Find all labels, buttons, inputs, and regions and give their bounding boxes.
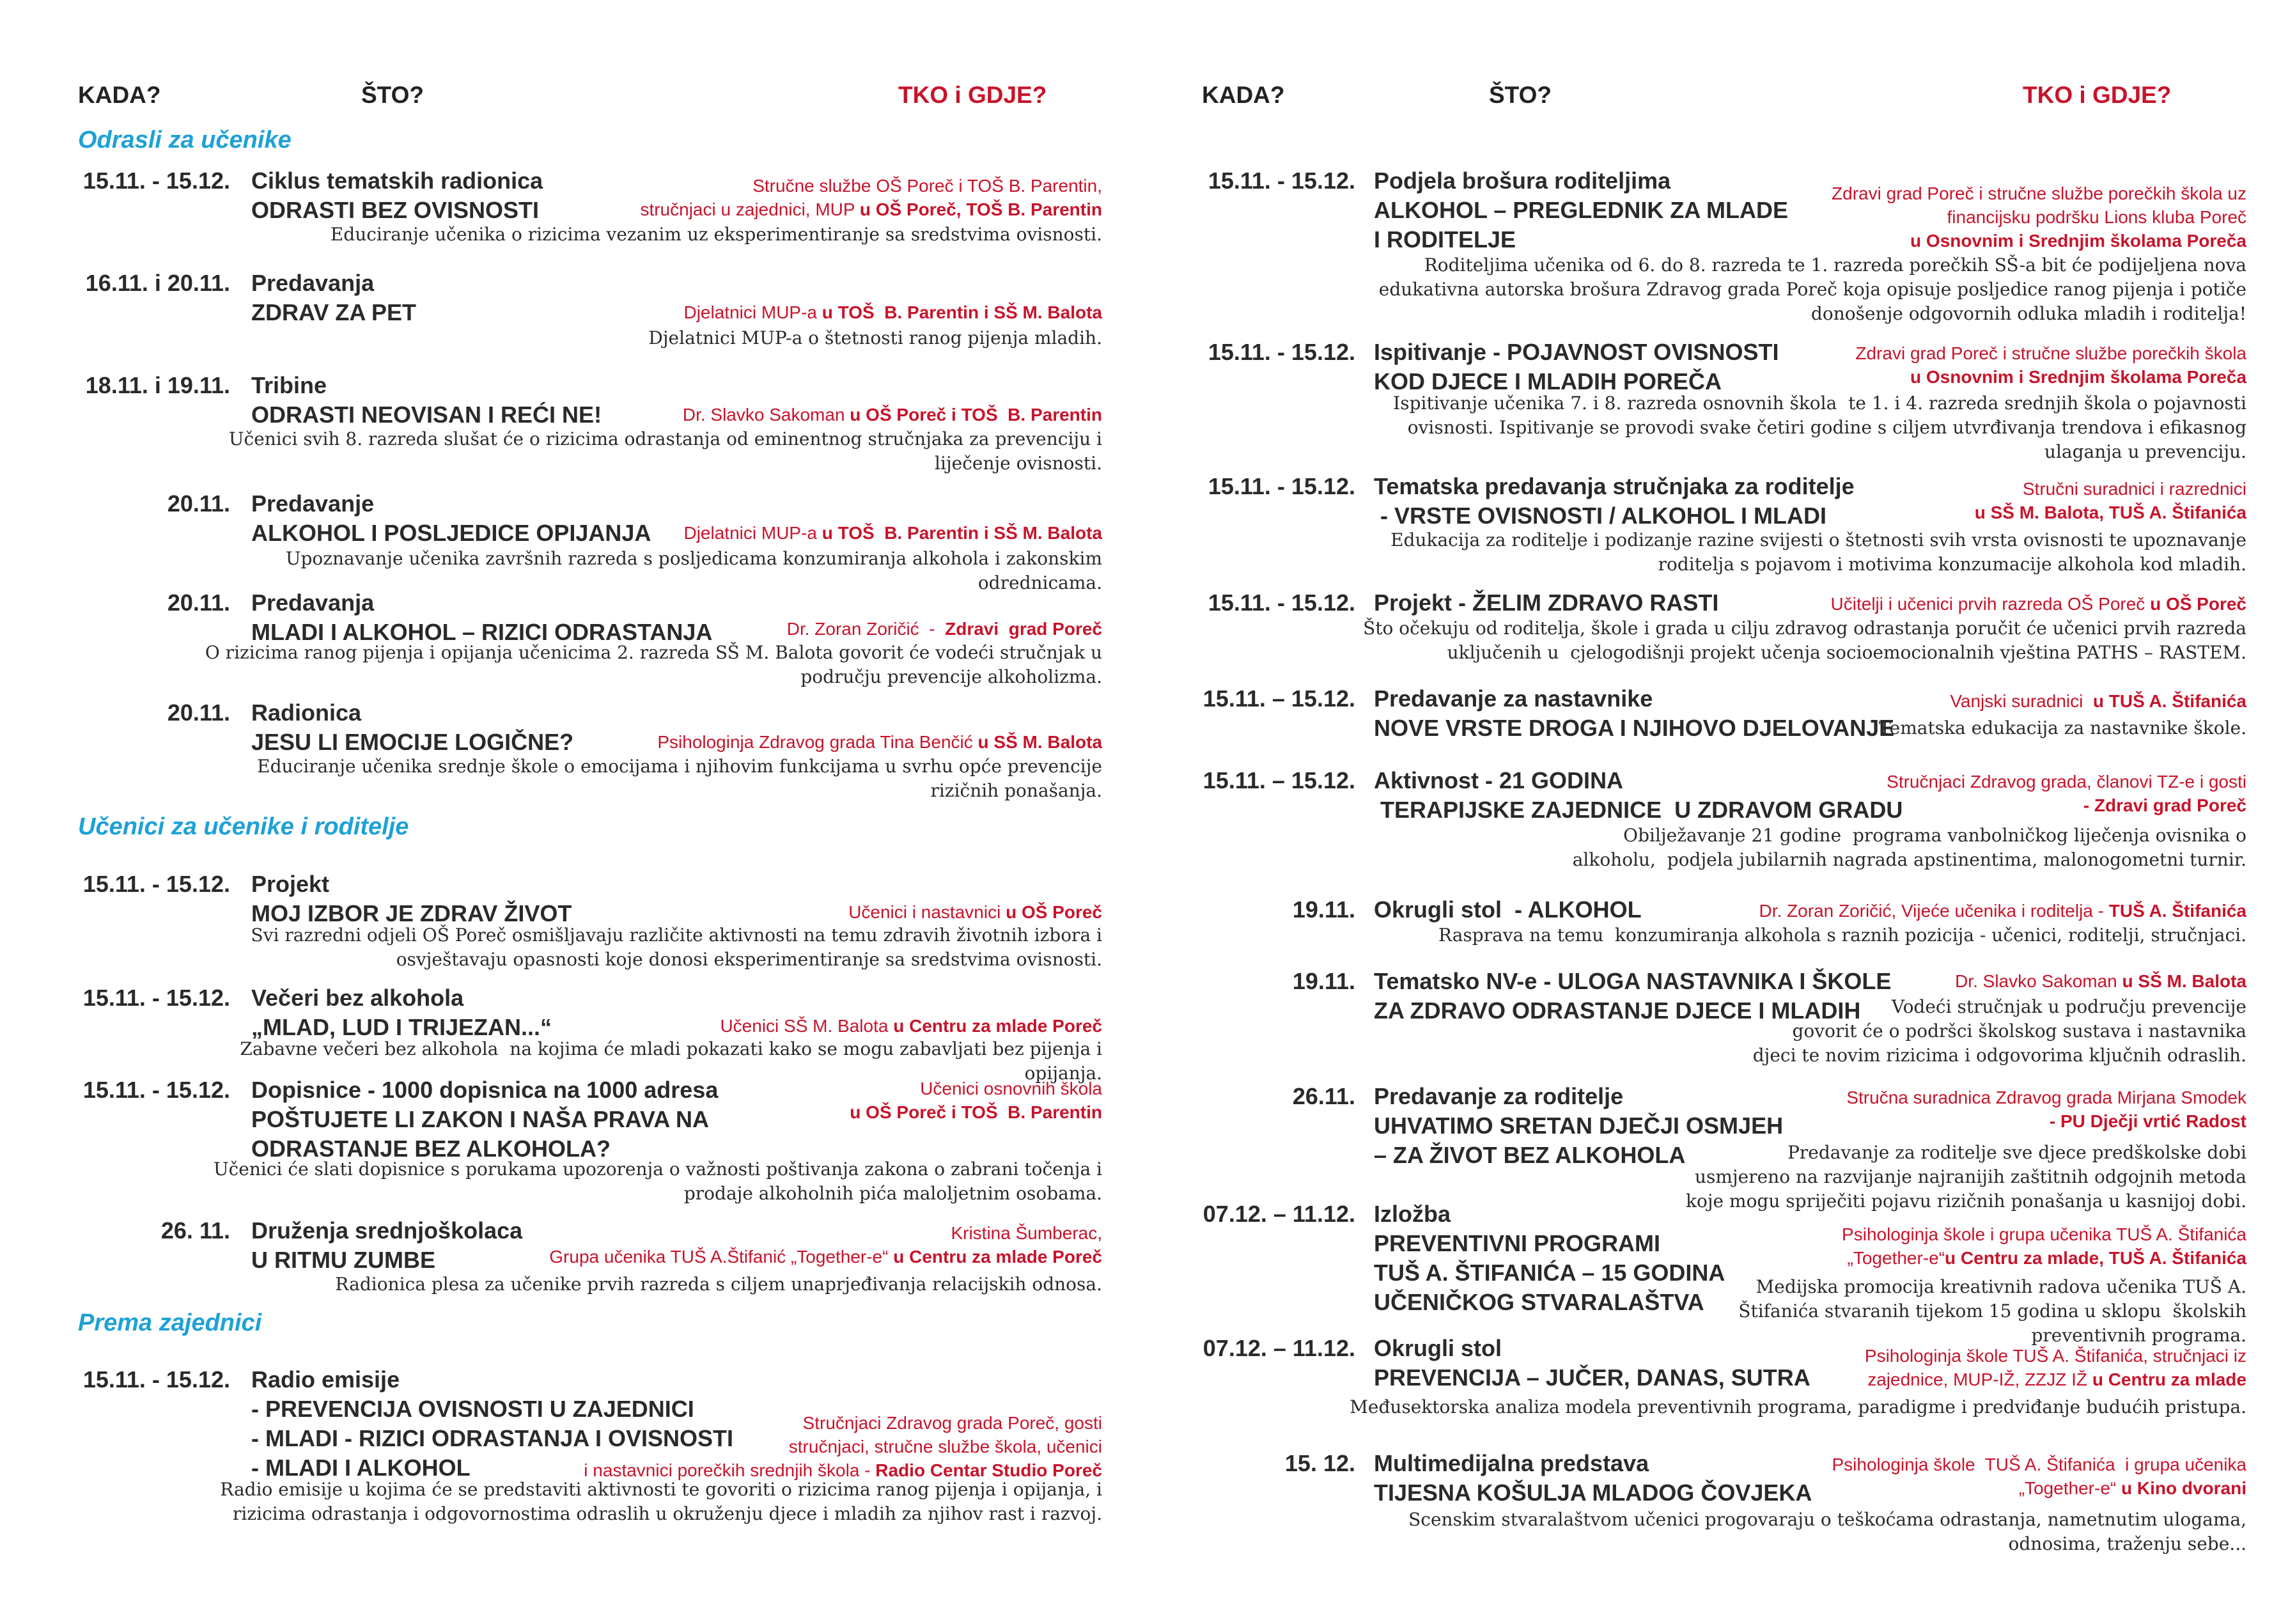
event-date: 26. 11. bbox=[160, 1217, 230, 1244]
event-date: 20.11. bbox=[167, 589, 230, 616]
event-organizer: Učenici osnovnih škola u OŠ Poreč i TOŠ B. Parentin bbox=[850, 1079, 1102, 1122]
event-organizer: Učenici i nastavnici u OŠ Poreč bbox=[848, 902, 1102, 922]
event-title: Ispitivanje - POJAVNOST OVISNOSTI KOD DJECE I MLADIH POREČA bbox=[1374, 339, 1779, 394]
event-organizer: Kristina Šumberac, Grupa učenika TUŠ A.Štifanić „Together-e“ u Centru za mlade Poreč bbox=[549, 1223, 1102, 1267]
event-organizer: Psihologinja škole TUŠ A. Štifanića i grupa učenika „Together-e“ u Kino dvorani bbox=[1832, 1455, 2246, 1498]
event-date: 07.12. – 11.12. bbox=[1203, 1335, 1355, 1361]
event-date: 15.11. - 15.12. bbox=[1208, 339, 1355, 365]
event-description: Edukacija za roditelje i podizanje razine svijesti o štetnosti svih vrsta ovisnosti te upoznavanje roditelja s pojavom i motivima konzumacije alkohola kod mladih. bbox=[1390, 529, 2246, 575]
event-date: 15.11. - 15.12. bbox=[82, 871, 230, 897]
event-date: 15.11. – 15.12. bbox=[1203, 685, 1355, 712]
event-description: Medijska promocija kreativnih radova učenika TUŠ A. Štifanića stvaranih tijekom 15 godina u sklopu školskih preventivnih programa. bbox=[1738, 1276, 2246, 1346]
left-column bbox=[0, 0, 1140, 1624]
event-date: 20.11. bbox=[167, 490, 230, 517]
event-organizer: Djelatnici MUP-a u TOŠ B. Parentin i SŠ M. Balota bbox=[683, 302, 1102, 322]
event-title: Ciklus tematskih radionica ODRASTI BEZ OVISNOSTI bbox=[251, 168, 543, 223]
event-date: 20.11. bbox=[167, 699, 230, 726]
event-organizer: Stručnjaci Zdravog grada Poreč, gosti stručnjaci, stručne službe škola, učenici i nastavnici porečkih srednjih škola - Radio Centar Studio Poreč bbox=[584, 1413, 1102, 1480]
event-title: Radionica JESU LI EMOCIJE LOGIČNE? bbox=[251, 699, 574, 755]
event-date: 16.11. i 20.11. bbox=[85, 270, 230, 296]
header-what: ŠTO? bbox=[361, 82, 424, 108]
event-description: Roditeljima učenika od 6. do 8. razreda te 1. razreda porečkih SŠ-a bit će podijeljena nova edukativna autorska brošura Zdravog grada Poreč koja opisuje posljedice ranog pijenja i potiče donošenje odgovornih odluka mladih i roditelja! bbox=[1378, 254, 2246, 324]
event-title: Izložba PREVENTIVNI PROGRAMI TUŠ A. ŠTIFANIĆA – 15 GODINA UČENIČKOG STVARALAŠTVA bbox=[1374, 1201, 1725, 1315]
header-when: KADA? bbox=[1202, 82, 1285, 108]
event-description: Rasprava na temu konzumiranja alkohola s raznih pozicija - učenici, roditelji, stručnjaci. bbox=[1438, 925, 2246, 946]
event-organizer: Dr. Zoran Zoričić, Vijeće učenika i roditelja - TUŠ A. Štifanića bbox=[1759, 901, 2246, 921]
event-title: Dopisnice - 1000 dopisnica na 1000 adresa POŠTUJETE LI ZAKON I NAŠA PRAVA NA ODRASTANJE BEZ ALKOHOLA? bbox=[251, 1077, 719, 1162]
event-date: 07.12. – 11.12. bbox=[1203, 1201, 1355, 1227]
right-column bbox=[1140, 0, 2281, 1624]
event-title: Aktivnost - 21 GODINA TERAPIJSKE ZAJEDNICE U ZDRAVOM GRADU bbox=[1374, 767, 1903, 823]
section-title: Prema zajednici bbox=[78, 1309, 262, 1336]
event-date: 15.11. - 15.12. bbox=[1208, 168, 1355, 194]
event-description: Učenici će slati dopisnice s porukama upozorenja o važnosti poštivanja zakona o zabrani točenja i prodaje alkoholnih pića maloljetnim osobama. bbox=[214, 1159, 1102, 1204]
event-title: Tematsko NV-e - ULOGA NASTAVNIKA I ŠKOLE ZA ZDRAVO ODRASTANJE DJECE I MLADIH bbox=[1374, 968, 1892, 1024]
section-title: Odrasli za učenike bbox=[78, 127, 292, 153]
event-title: Tematska predavanja stručnjaka za roditelje - VRSTE OVISNOSTI / ALKOHOL I MLADI bbox=[1374, 473, 1855, 529]
event-description: Obilježavanje 21 godine programa vanbolničkog liječenja ovisnika o alkoholu, podjela jubilarnih nagrada apstinentima, malonogometni turnir. bbox=[1572, 825, 2246, 870]
header-who: TKO i GDJE? bbox=[2023, 82, 2172, 108]
header-what: ŠTO? bbox=[1489, 82, 1552, 108]
event-title: Podjela brošura roditeljima ALKOHOL – PREGLEDNIK ZA MLADE I RODITELJE bbox=[1374, 168, 1789, 253]
event-title: Multimedijalna predstava TIJESNA KOŠULJA MLADOG ČOVJEKA bbox=[1374, 1450, 1812, 1506]
event-date: 15.11. - 15.12. bbox=[82, 1077, 230, 1103]
event-title: Predavanje ALKOHOL I POSLJEDICE OPIJANJA bbox=[251, 490, 651, 546]
event-organizer: Psihologinja škole TUŠ A. Štifanića, stručnjaci iz zajednice, MUP-IŽ, ZZJZ IŽ u Centru za mlade bbox=[1864, 1346, 2246, 1389]
event-description: Ispitivanje učenika 7. i 8. razreda osnovnih škola te 1. i 4. razreda srednjih škola o pojavnosti ovisnosti. Ispitivanje se provodi svake četiri godine s ciljem utvrđivanja trendova i efikasnog ulaganja u prevenciju. bbox=[1393, 393, 2246, 462]
event-date: 15.11. - 15.12. bbox=[82, 168, 230, 194]
event-organizer: Psihologinja škole i grupa učenika TUŠ A. Štifanića „Together-e“u Centru za mlade, TUŠ A. Štifanića bbox=[1842, 1224, 2246, 1268]
event-description: Djelatnici MUP-a o štetnosti ranog pijenja mladih. bbox=[648, 327, 1102, 348]
event-title: Tribine ODRASTI NEOVISAN I REĆI NE! bbox=[251, 372, 602, 428]
event-description: Učenici svih 8. razreda slušat će o rizicima odrastanja od eminentnog stručnjaka za prevenciju i liječenje ovisnosti. bbox=[228, 428, 1102, 474]
event-description: Što očekuju od roditelja, škole i grada u cilju zdravog odrastanja poručit će učenici prvih razreda uključenih u cjelogodišnji projekt učenja socioemocionalnih vještina PATHS – RASTEM. bbox=[1363, 618, 2246, 663]
event-organizer: Stručni suradnici i razrednici u SŠ M. Balota, TUŠ A. Štifanića bbox=[1974, 479, 2246, 522]
event-description: Educiranje učenika o rizicima vezanim uz eksperimentiranje sa sredstvima ovisnosti. bbox=[330, 224, 1102, 245]
event-organizer: Psihologinja Zdravog grada Tina Benčić u SŠ M. Balota bbox=[657, 732, 1102, 752]
event-title: Predavanja ZDRAV ZA PET bbox=[251, 270, 416, 325]
section-title: Učenici za učenike i roditelje bbox=[78, 813, 409, 840]
event-organizer: Učenici SŠ M. Balota u Centru za mlade Poreč bbox=[720, 1016, 1102, 1036]
event-date: 15.11. - 15.12. bbox=[82, 985, 230, 1011]
event-organizer: Dr. Slavko Sakoman u SŠ M. Balota bbox=[1955, 971, 2246, 991]
event-description: Svi razredni odjeli OŠ Poreč osmišljavaju različite aktivnosti na temu zdravih životnih izbora i osvještavaju opasnosti koje donosi eksperimentiranje sa sredstvima ovisnosti. bbox=[251, 925, 1102, 970]
event-description: Radionica plesa za učenike prvih razreda s ciljem unaprjeđivanja relacijskih odnosa. bbox=[335, 1274, 1102, 1295]
event-description: Tematska edukacija za nastavnike škole. bbox=[1879, 717, 2246, 738]
event-title: Projekt MOJ IZBOR JE ZDRAV ŽIVOT bbox=[251, 871, 572, 926]
event-description: Upoznavanje učenika završnih razreda s posljedicama konzumiranja alkohola i zakonskim odrednicama. bbox=[285, 548, 1102, 593]
event-date: 15.11. - 15.12. bbox=[1208, 589, 1355, 616]
event-organizer: Zdravi grad Poreč i stručne službe porečkih škola u Osnovnim i Srednjim školama Poreča bbox=[1855, 343, 2246, 387]
event-organizer: Stručnjaci Zdravog grada, članovi TZ-e i gosti - Zdravi grad Poreč bbox=[1887, 772, 2246, 815]
event-organizer: Dr. Zoran Zoričić - Zdravi grad Poreč bbox=[786, 619, 1102, 639]
event-description: Zabavne večeri bez alkohola na kojima će mladi pokazati kako se mogu zabavljati bez pijenja i opijanja. bbox=[240, 1038, 1102, 1084]
event-date: 19.11. bbox=[1292, 968, 1355, 994]
event-organizer: Učitelji i učenici prvih razreda OŠ Poreč u OŠ Poreč bbox=[1830, 594, 2246, 614]
event-organizer: Stručne službe OŠ Poreč i TOŠ B. Parentin, stručnjaci u zajednici, MUP u OŠ Poreč, TOŠ B. Parentin bbox=[640, 176, 1102, 219]
event-date: 15. 12. bbox=[1284, 1450, 1355, 1476]
event-title: Predavanje za roditelje UHVATIMO SRETAN DJEČJI OSMJEH – ZA ŽIVOT BEZ ALKOHOLA bbox=[1374, 1083, 1784, 1168]
event-date: 15.11. – 15.12. bbox=[1203, 767, 1355, 793]
event-organizer: Vanjski suradnici u TUŠ A. Štifanića bbox=[1950, 691, 2246, 711]
header-who: TKO i GDJE? bbox=[898, 82, 1047, 108]
event-description: Međusektorska analiza modela preventivnih programa, paradigme i predviđanje budućih pristupa. bbox=[1350, 1396, 2246, 1417]
event-description: Educiranje učenika srednje škole o emocijama i njihovim funkcijama u svrhu opće prevencije rizičnih ponašanja. bbox=[257, 756, 1102, 801]
event-description: O rizicima ranog pijenja i opijanja učenicima 2. razreda SŠ M. Balota govorit će vodeći stručnjak u području prevencije alkoholizma. bbox=[205, 642, 1102, 687]
event-description: Radio emisije u kojima će se predstaviti aktivnosti te govoriti o rizicima ranog pijenja i opijanja, i rizicima odrastanja i odgovornostima odraslih u okruženju djece i mladih za njihov rast i razvoj. bbox=[220, 1479, 1102, 1524]
event-title: Projekt - ŽELIM ZDRAVO RASTI bbox=[1374, 589, 1719, 616]
event-date: 18.11. i 19.11. bbox=[85, 372, 230, 398]
event-description: Predavanje za roditelje sve djece predškolske dobi usmjereno na razvijanje najranijih zaštitnih odgojnih metoda koje mogu spriječiti pojavu rizičnih ponašanja u kasnijoj dobi. bbox=[1686, 1142, 2246, 1212]
event-organizer: Zdravi grad Poreč i stručne službe porečkih škola uz financijsku podršku Lions kluba Poreč u Osnovnim i Srednjim školama Poreča bbox=[1832, 183, 2246, 251]
event-date: 26.11. bbox=[1292, 1083, 1355, 1109]
event-organizer: Dr. Slavko Sakoman u OŠ Poreč i TOŠ B. Parentin bbox=[682, 405, 1102, 425]
header-when: KADA? bbox=[78, 82, 161, 108]
event-title: Večeri bez alkohola „MLAD, LUD I TRIJEZAN...“ bbox=[251, 985, 552, 1040]
event-organizer: Djelatnici MUP-a u TOŠ B. Parentin i SŠ M. Balota bbox=[683, 523, 1102, 543]
event-organizer: Stručna suradnica Zdravog grada Mirjana Smodek - PU Dječji vrtić Radost bbox=[1846, 1088, 2246, 1131]
event-title: Druženja srednjoškolaca U RITMU ZUMBE bbox=[251, 1217, 523, 1273]
event-date: 15.11. - 15.12. bbox=[82, 1366, 230, 1393]
event-title: Predavanje za nastavnike NOVE VRSTE DROGA I NJIHOVO DJELOVANJE bbox=[1374, 685, 1895, 741]
event-description: Vodeći stručnjak u području prevencije govorit će o podršci školskog sustava i nastavnika djeci te novim rizicima i odgovorima ključnih odraslih. bbox=[1752, 996, 2246, 1066]
event-title: Okrugli stol - ALKOHOL bbox=[1374, 896, 1642, 923]
event-date: 15.11. - 15.12. bbox=[1208, 473, 1355, 499]
event-date: 19.11. bbox=[1292, 896, 1355, 923]
event-title: Radio emisije - PREVENCIJA OVISNOSTI U ZAJEDNICI - MLADI - RIZICI ODRASTANJA I OVISNOSTI - MLADI I ALKOHOL bbox=[251, 1366, 733, 1481]
event-description: Scenskim stvaralaštvom učenici progovaraju o teškoćama odrastanja, nametnutim ulogama, odnosima, traženju sebe... bbox=[1408, 1509, 2246, 1554]
event-title: Okrugli stol PREVENCIJA – JUČER, DANAS, SUTRA bbox=[1374, 1335, 1810, 1391]
event-title: Predavanja MLADI I ALKOHOL – RIZICI ODRASTANJA bbox=[251, 589, 713, 645]
